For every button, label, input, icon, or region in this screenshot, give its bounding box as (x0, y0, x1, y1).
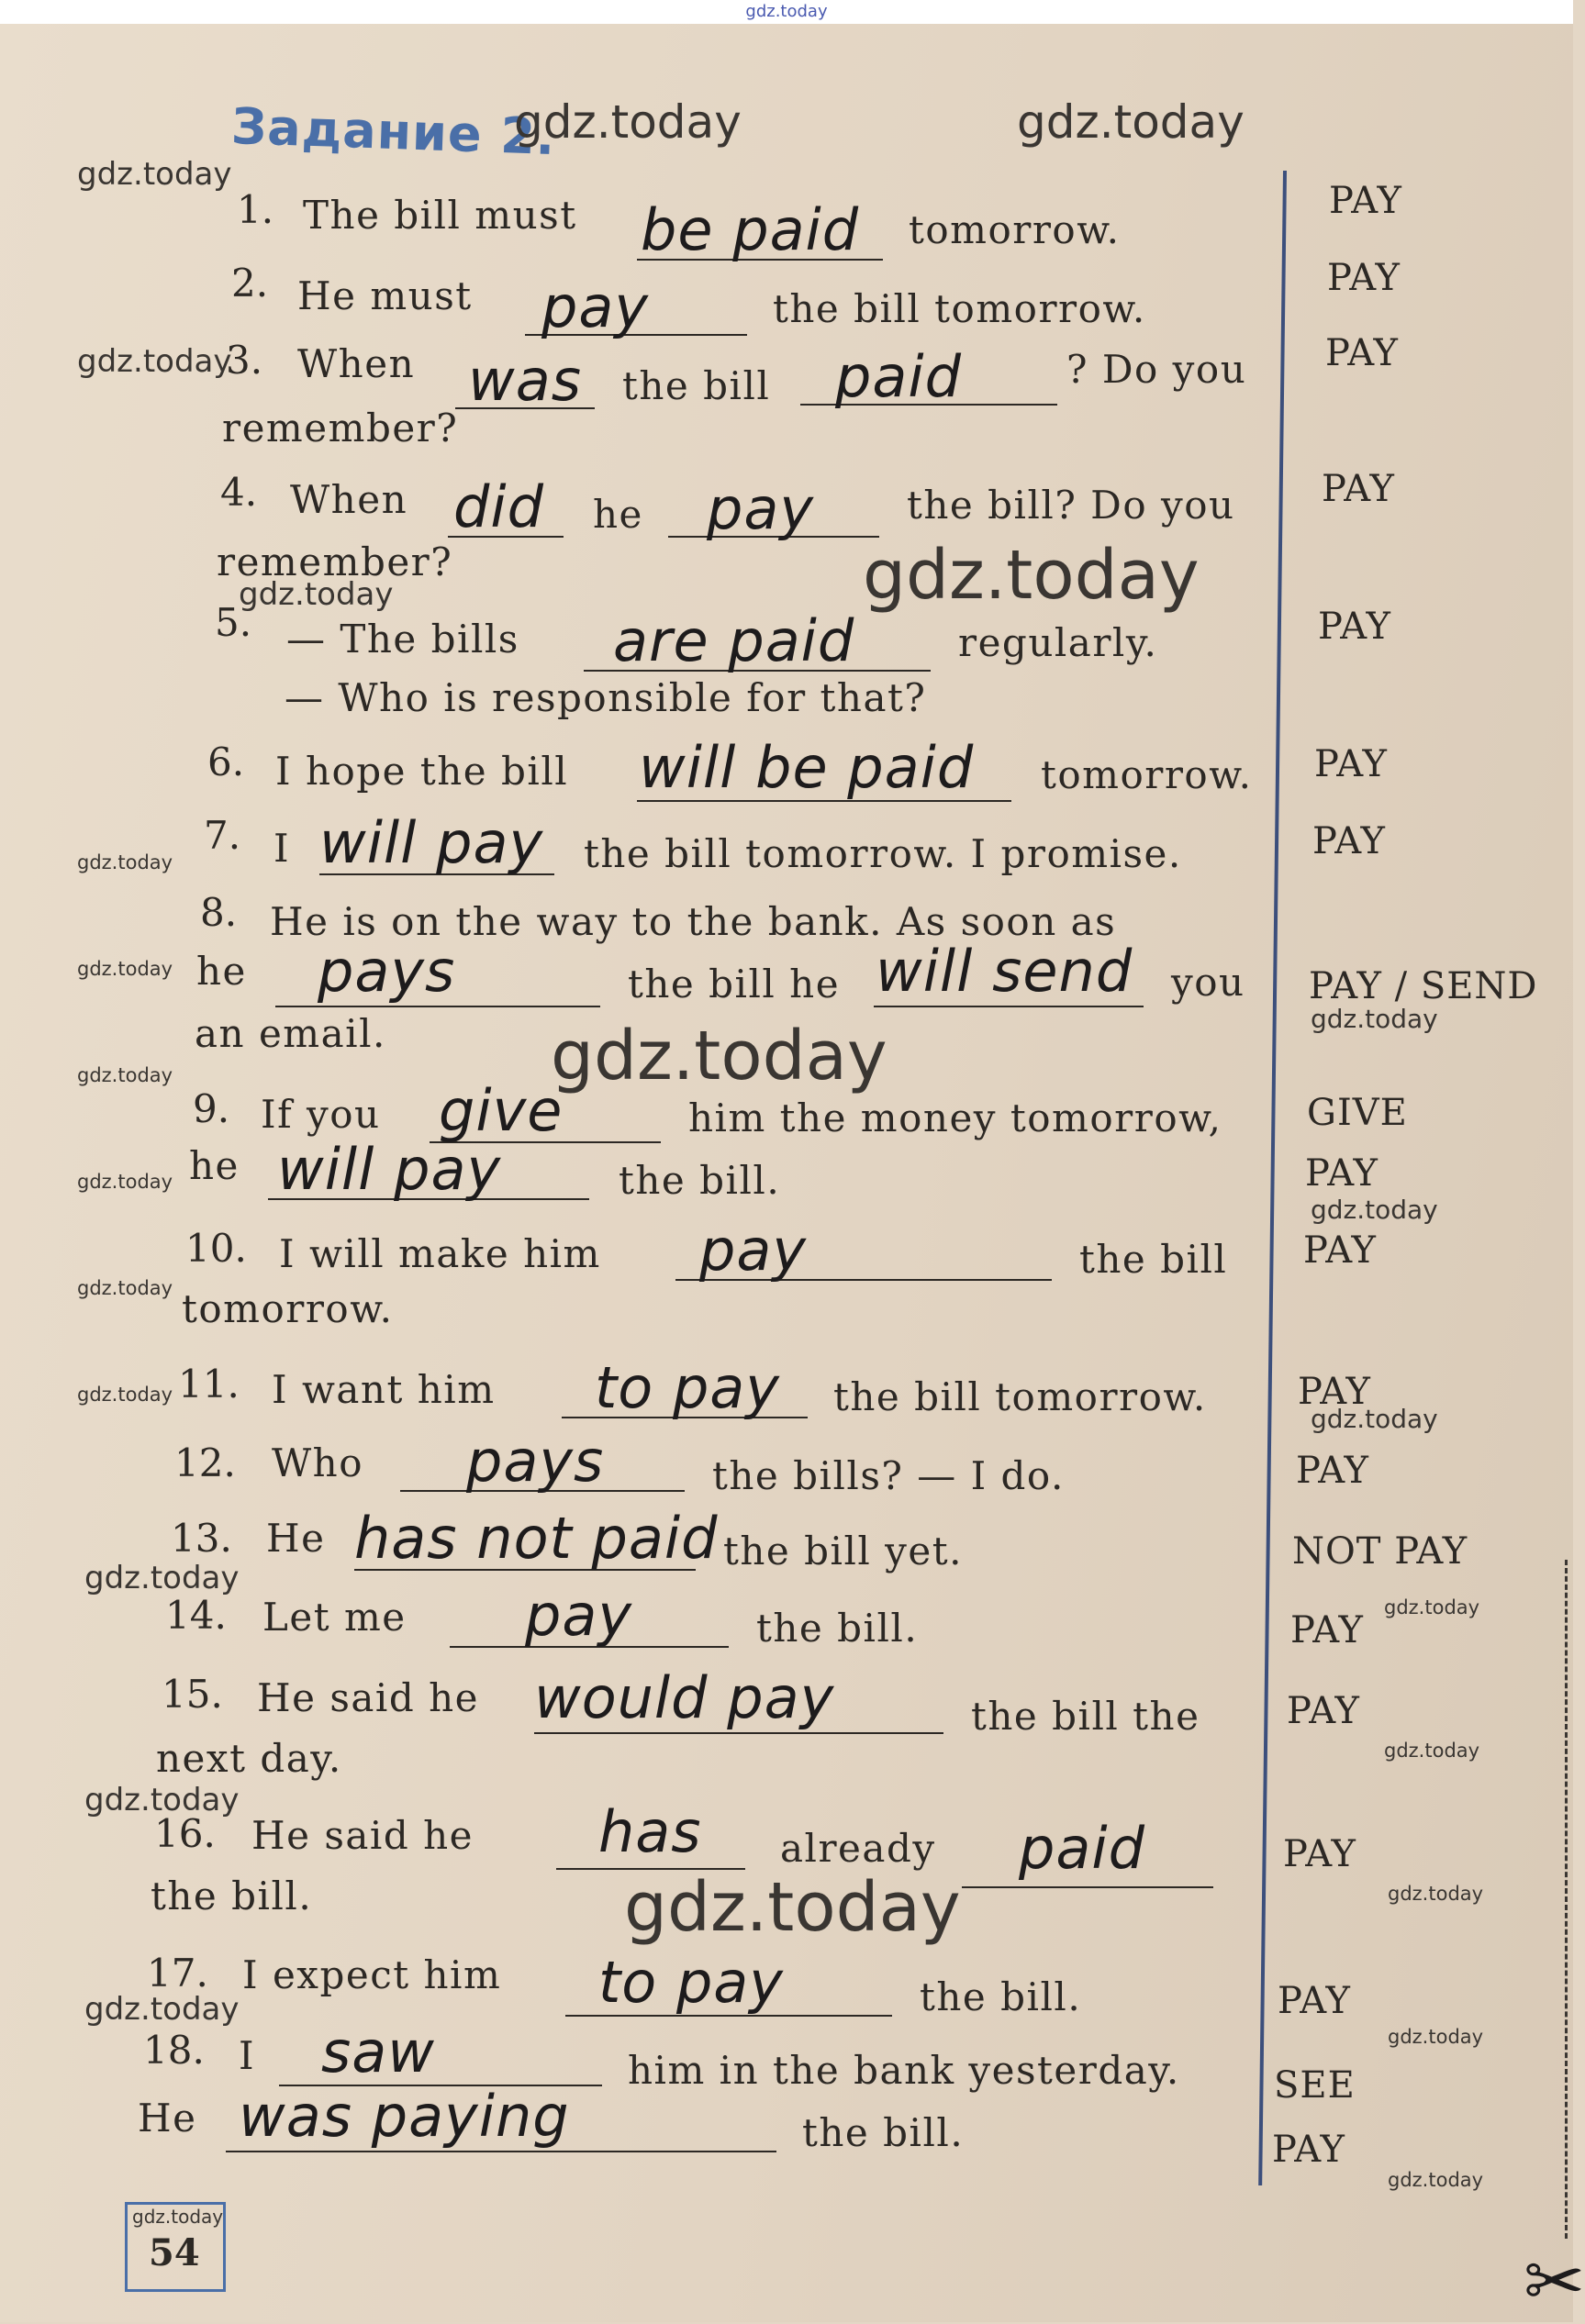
item-text: the bill (622, 363, 771, 408)
item-text: the bill tomorrow. (833, 1374, 1207, 1419)
item-text: — The bills (286, 617, 519, 662)
handwritten-answer: will pay (277, 1136, 502, 1203)
handwritten-answer: give (439, 1077, 564, 1144)
watermark: gdz.today (132, 2206, 224, 2228)
item-number: 18. (143, 2028, 205, 2073)
keyword-label: PAY (1318, 606, 1391, 648)
watermark: gdz.today (1311, 1195, 1438, 1225)
keyword-label: PAY (1298, 1371, 1371, 1413)
item-text: he (189, 1143, 240, 1188)
handwritten-answer: pays (466, 1428, 605, 1495)
item-number: 1. (237, 187, 274, 232)
handwritten-answer: pay (541, 273, 650, 340)
keyword-label: NOT PAY (1292, 1530, 1468, 1573)
keyword-label: SEE (1274, 2064, 1356, 2107)
item-text: He is on the way to the bank. As soon as (270, 899, 1117, 944)
item-text: ? Do you (1066, 347, 1247, 392)
keyword-label: GIVE (1307, 1092, 1408, 1134)
item-text: tomorrow. (182, 1286, 394, 1331)
item-text: you (1171, 960, 1245, 1005)
item-text: I hope the bill (275, 749, 569, 794)
item-text: I expect him (242, 1952, 502, 1997)
handwritten-answer: pays (318, 938, 456, 1005)
item-text: the bill tomorrow. I promise. (584, 831, 1182, 876)
item-text: he (593, 492, 643, 537)
watermark: gdz.today (84, 1560, 240, 1596)
handwritten-answer: will send (876, 938, 1133, 1005)
item-text: He must (297, 273, 473, 318)
handwritten-answer: did (453, 473, 544, 540)
item-text: I (239, 2033, 256, 2078)
watermark: gdz.today (1384, 1596, 1480, 1618)
handwritten-answer: be paid (641, 196, 860, 263)
keyword-label: PAY (1278, 1980, 1351, 2022)
keyword-label: PAY / SEND (1309, 965, 1538, 1007)
item-text: the bill. (920, 1974, 1082, 2019)
keyword-label: PAY (1296, 1450, 1369, 1492)
answer-blank[interactable] (226, 2151, 776, 2152)
watermark: gdz.today (77, 1171, 173, 1193)
item-number: 14. (165, 1593, 227, 1638)
handwritten-answer: to pay (598, 1949, 784, 2016)
watermark: gdz.today (77, 851, 173, 873)
item-text: I want him (272, 1367, 496, 1412)
item-text: He said he (251, 1813, 474, 1858)
item-text: He (266, 1516, 326, 1561)
handwritten-answer: paid (835, 343, 962, 410)
item-number: 5. (215, 600, 252, 645)
item-number: 13. (171, 1516, 232, 1561)
keyword-label: PAY (1303, 1229, 1377, 1272)
item-text: tomorrow. (1041, 752, 1253, 797)
item-text: When (297, 341, 416, 386)
item-text: The bill must (303, 193, 577, 238)
keyword-label: PAY (1329, 180, 1402, 222)
watermark: gdz.today (77, 1384, 173, 1406)
handwritten-answer: saw (321, 2018, 436, 2085)
answer-blank[interactable] (962, 1886, 1213, 1888)
item-number: 8. (200, 890, 238, 935)
item-text: the bill. (756, 1606, 919, 1651)
site-header-bar (0, 0, 1573, 24)
handwritten-answer: paid (1019, 1815, 1145, 1882)
item-text: him in the bank yesterday. (628, 2048, 1180, 2093)
keyword-label: PAY (1312, 820, 1386, 862)
keyword-label: PAY (1305, 1152, 1379, 1195)
scissors-icon: ✂ (1524, 2239, 1585, 2324)
watermark: gdz.today (1311, 1404, 1438, 1434)
watermark: gdz.today (863, 536, 1200, 615)
item-text: regularly. (958, 620, 1158, 665)
handwritten-answer: was paying (239, 2083, 570, 2150)
item-text: the bills? — I do. (712, 1453, 1065, 1498)
watermark: gdz.today (77, 156, 232, 193)
item-number: 3. (226, 338, 263, 383)
watermark: gdz.today (84, 1782, 240, 1818)
keyword-label: PAY (1287, 1690, 1360, 1732)
answer-blank[interactable] (556, 1868, 745, 1870)
watermark: gdz.today (84, 1991, 240, 2028)
handwritten-answer: pay (525, 1582, 633, 1649)
watermark: gdz.today (1388, 2169, 1484, 2191)
item-number: 10. (185, 1226, 247, 1271)
item-number: 4. (220, 470, 258, 515)
item-text: he (196, 949, 247, 994)
handwritten-answer: was (468, 347, 583, 414)
item-text: the bill. (151, 1874, 313, 1918)
watermark: gdz.today (1384, 1740, 1480, 1762)
site-header-text: gdz.today (745, 2, 828, 21)
item-number: 12. (174, 1440, 236, 1485)
item-text: He said he (257, 1675, 480, 1720)
item-text: already (780, 1826, 936, 1871)
item-text: If you (261, 1092, 381, 1137)
item-number: 15. (162, 1672, 223, 1717)
handwritten-answer: will pay (319, 809, 544, 876)
item-number: 7. (204, 813, 241, 858)
keyword-label: PAY (1314, 743, 1388, 785)
watermark: gdz.today (77, 1064, 173, 1086)
watermark: gdz.today (1017, 95, 1245, 149)
item-text: remember? (217, 539, 453, 584)
item-text: next day. (156, 1736, 342, 1781)
watermark: gdz.today (1388, 2026, 1484, 2048)
item-text: Let me (262, 1595, 407, 1640)
answer-blank[interactable] (874, 1006, 1144, 1007)
item-text: When (290, 477, 408, 522)
watermark: gdz.today (1311, 1004, 1438, 1034)
item-text: remember? (222, 406, 459, 450)
keyword-label: PAY (1290, 1609, 1364, 1651)
keyword-label: PAY (1327, 257, 1401, 299)
exercise-title: Задание 2. (230, 96, 557, 167)
item-text: the bill yet. (723, 1529, 963, 1573)
answer-blank[interactable] (534, 1732, 943, 1734)
handwritten-answer: would pay (534, 1664, 835, 1731)
handwritten-answer: to pay (595, 1354, 780, 1421)
watermark: gdz.today (1388, 1883, 1484, 1905)
answer-blank[interactable] (275, 1006, 600, 1007)
item-text: the bill? Do you (907, 483, 1235, 528)
keyword-label: PAY (1322, 468, 1395, 510)
item-text: the bill (1079, 1237, 1228, 1282)
watermark: gdz.today (239, 576, 394, 613)
item-number: 2. (231, 261, 269, 306)
watermark: gdz.today (624, 1868, 961, 1947)
item-number: 17. (147, 1951, 208, 1996)
item-number: 16. (154, 1811, 216, 1856)
handwritten-answer: are paid (613, 607, 855, 674)
item-text: — Who is responsible for that? (285, 675, 927, 720)
item-text: the bill tomorrow. (773, 286, 1146, 331)
keyword-label: PAY (1325, 332, 1399, 374)
handwritten-answer: will be paid (639, 734, 975, 801)
item-text: I (273, 826, 291, 871)
item-text: tomorrow. (909, 207, 1121, 252)
item-text: the bill. (802, 2110, 965, 2155)
watermark: gdz.today (551, 1017, 887, 1095)
keyword-label: PAY (1283, 1833, 1356, 1875)
item-number: 9. (193, 1086, 230, 1131)
watermark: gdz.today (77, 343, 232, 380)
item-text: He (138, 2096, 197, 2141)
item-text: him the money tomorrow, (688, 1095, 1222, 1140)
item-text: Who (272, 1440, 364, 1485)
page-number: 54 (149, 2231, 200, 2274)
handwritten-answer: pay (699, 1217, 808, 1284)
handwritten-answer: has not paid (354, 1505, 719, 1572)
watermark: gdz.today (77, 1277, 173, 1299)
item-text: the bill he (628, 962, 841, 1006)
watermark: gdz.today (514, 95, 742, 149)
item-text: the bill. (619, 1158, 781, 1203)
item-text: the bill the (971, 1694, 1200, 1739)
handwritten-answer: pay (707, 475, 815, 542)
keyword-label: PAY (1272, 2129, 1345, 2171)
cut-line (1565, 1560, 1568, 2239)
item-number: 6. (207, 739, 245, 784)
watermark: gdz.today (77, 958, 173, 980)
item-text: I will make him (279, 1231, 601, 1276)
item-number: 11. (178, 1362, 240, 1407)
item-text: an email. (195, 1011, 386, 1056)
handwritten-answer: has (598, 1798, 702, 1865)
